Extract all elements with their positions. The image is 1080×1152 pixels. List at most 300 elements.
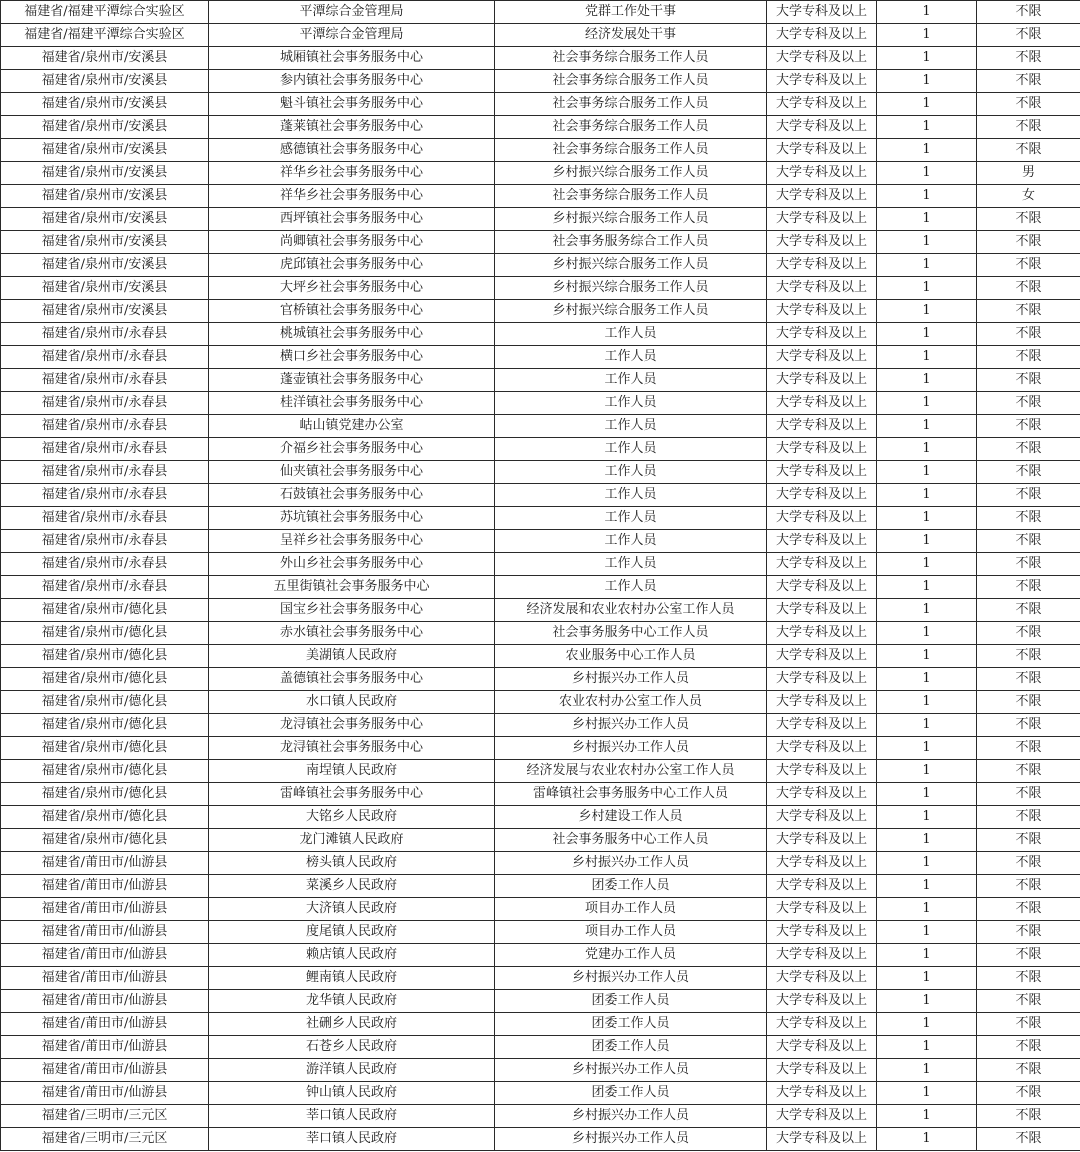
education-cell: 大学专科及以上 <box>767 231 877 254</box>
gender-cell: 不限 <box>977 714 1080 737</box>
gender-cell: 女 <box>977 185 1080 208</box>
employer-cell: 尚卿镇社会事务服务中心 <box>209 231 495 254</box>
gender-cell: 不限 <box>977 783 1080 806</box>
employer-cell: 盖德镇社会事务服务中心 <box>209 668 495 691</box>
headcount-cell: 1 <box>877 47 977 70</box>
table-row <box>1 990 1080 1013</box>
position-cell: 乡村振兴综合服务工作人员 <box>495 162 767 185</box>
region-cell: 福建省/莆田市/仙游县 <box>1 875 209 898</box>
position-cell: 团委工作人员 <box>495 990 767 1013</box>
region-cell: 福建省/泉州市/德化县 <box>1 714 209 737</box>
region-cell: 福建省/莆田市/仙游县 <box>1 1059 209 1082</box>
position-cell: 团委工作人员 <box>495 875 767 898</box>
headcount-cell: 1 <box>877 760 977 783</box>
headcount-cell: 1 <box>877 691 977 714</box>
position-cell: 项目办工作人员 <box>495 898 767 921</box>
region-cell: 福建省/泉州市/德化县 <box>1 829 209 852</box>
region-cell: 福建省/莆田市/仙游县 <box>1 1036 209 1059</box>
headcount-cell: 1 <box>877 392 977 415</box>
region-cell: 福建省/泉州市/安溪县 <box>1 185 209 208</box>
gender-cell: 不限 <box>977 484 1080 507</box>
gender-cell: 不限 <box>977 208 1080 231</box>
employer-cell: 岵山镇党建办公室 <box>209 415 495 438</box>
headcount-cell: 1 <box>877 645 977 668</box>
education-cell: 大学专科及以上 <box>767 829 877 852</box>
education-cell: 大学专科及以上 <box>767 323 877 346</box>
employer-cell: 莘口镇人民政府 <box>209 1128 495 1151</box>
education-cell: 大学专科及以上 <box>767 438 877 461</box>
gender-cell: 不限 <box>977 1059 1080 1082</box>
education-cell: 大学专科及以上 <box>767 1036 877 1059</box>
table-row <box>1 461 1080 484</box>
headcount-cell: 1 <box>877 875 977 898</box>
headcount-cell: 1 <box>877 530 977 553</box>
gender-cell: 不限 <box>977 415 1080 438</box>
gender-cell: 不限 <box>977 507 1080 530</box>
region-cell: 福建省/泉州市/永春县 <box>1 415 209 438</box>
gender-cell: 不限 <box>977 116 1080 139</box>
gender-cell: 不限 <box>977 967 1080 990</box>
table-row <box>1 806 1080 829</box>
headcount-cell: 1 <box>877 714 977 737</box>
employer-cell: 水口镇人民政府 <box>209 691 495 714</box>
headcount-cell: 1 <box>877 1013 977 1036</box>
region-cell: 福建省/泉州市/安溪县 <box>1 300 209 323</box>
headcount-cell: 1 <box>877 415 977 438</box>
table-row <box>1 737 1080 760</box>
education-cell: 大学专科及以上 <box>767 484 877 507</box>
position-cell: 项目办工作人员 <box>495 921 767 944</box>
table-row <box>1 369 1080 392</box>
gender-cell: 不限 <box>977 829 1080 852</box>
position-cell: 工作人员 <box>495 553 767 576</box>
position-cell: 党群工作处干事 <box>495 1 767 24</box>
position-cell: 工作人员 <box>495 484 767 507</box>
position-cell: 工作人员 <box>495 461 767 484</box>
education-cell: 大学专科及以上 <box>767 70 877 93</box>
gender-cell: 不限 <box>977 530 1080 553</box>
education-cell: 大学专科及以上 <box>767 139 877 162</box>
table-row <box>1 829 1080 852</box>
gender-cell: 不限 <box>977 1013 1080 1036</box>
region-cell: 福建省/泉州市/德化县 <box>1 783 209 806</box>
education-cell: 大学专科及以上 <box>767 392 877 415</box>
education-cell: 大学专科及以上 <box>767 852 877 875</box>
employer-cell: 石鼓镇社会事务服务中心 <box>209 484 495 507</box>
gender-cell: 不限 <box>977 875 1080 898</box>
table-row <box>1 691 1080 714</box>
position-cell: 乡村振兴综合服务工作人员 <box>495 208 767 231</box>
education-cell: 大学专科及以上 <box>767 47 877 70</box>
region-cell: 福建省/福建平潭综合实验区 <box>1 24 209 47</box>
employer-cell: 莘口镇人民政府 <box>209 1105 495 1128</box>
employer-cell: 钟山镇人民政府 <box>209 1082 495 1105</box>
region-cell: 福建省/莆田市/仙游县 <box>1 990 209 1013</box>
position-cell: 工作人员 <box>495 323 767 346</box>
headcount-cell: 1 <box>877 346 977 369</box>
table-row <box>1 1128 1080 1151</box>
education-cell: 大学专科及以上 <box>767 277 877 300</box>
gender-cell: 不限 <box>977 622 1080 645</box>
table-row <box>1 208 1080 231</box>
headcount-cell: 1 <box>877 1128 977 1151</box>
education-cell: 大学专科及以上 <box>767 760 877 783</box>
education-cell: 大学专科及以上 <box>767 530 877 553</box>
gender-cell: 不限 <box>977 369 1080 392</box>
table-row <box>1 438 1080 461</box>
education-cell: 大学专科及以上 <box>767 254 877 277</box>
employer-cell: 外山乡社会事务服务中心 <box>209 553 495 576</box>
education-cell: 大学专科及以上 <box>767 162 877 185</box>
education-cell: 大学专科及以上 <box>767 691 877 714</box>
education-cell: 大学专科及以上 <box>767 553 877 576</box>
position-cell: 乡村振兴综合服务工作人员 <box>495 277 767 300</box>
gender-cell: 不限 <box>977 300 1080 323</box>
employer-cell: 介福乡社会事务服务中心 <box>209 438 495 461</box>
region-cell: 福建省/莆田市/仙游县 <box>1 921 209 944</box>
table-row <box>1 24 1080 47</box>
employer-cell: 鲤南镇人民政府 <box>209 967 495 990</box>
position-cell: 社会事务服务中心工作人员 <box>495 829 767 852</box>
gender-cell: 不限 <box>977 93 1080 116</box>
region-cell: 福建省/泉州市/永春县 <box>1 576 209 599</box>
region-cell: 福建省/泉州市/德化县 <box>1 806 209 829</box>
table-row <box>1 1082 1080 1105</box>
headcount-cell: 1 <box>877 829 977 852</box>
table-row <box>1 967 1080 990</box>
table-row <box>1 852 1080 875</box>
education-cell: 大学专科及以上 <box>767 645 877 668</box>
headcount-cell: 1 <box>877 70 977 93</box>
headcount-cell: 1 <box>877 921 977 944</box>
education-cell: 大学专科及以上 <box>767 24 877 47</box>
region-cell: 福建省/泉州市/永春县 <box>1 323 209 346</box>
gender-cell: 不限 <box>977 70 1080 93</box>
gender-cell: 不限 <box>977 691 1080 714</box>
table-row <box>1 277 1080 300</box>
headcount-cell: 1 <box>877 484 977 507</box>
table-row <box>1 231 1080 254</box>
region-cell: 福建省/泉州市/德化县 <box>1 599 209 622</box>
position-cell: 工作人员 <box>495 438 767 461</box>
position-cell: 工作人员 <box>495 507 767 530</box>
table-row <box>1 1 1080 24</box>
region-cell: 福建省/泉州市/安溪县 <box>1 47 209 70</box>
position-cell: 乡村振兴综合服务工作人员 <box>495 254 767 277</box>
education-cell: 大学专科及以上 <box>767 944 877 967</box>
position-cell: 乡村振兴办工作人员 <box>495 967 767 990</box>
region-cell: 福建省/莆田市/仙游县 <box>1 944 209 967</box>
education-cell: 大学专科及以上 <box>767 415 877 438</box>
employer-cell: 蓬莱镇社会事务服务中心 <box>209 116 495 139</box>
region-cell: 福建省/泉州市/德化县 <box>1 645 209 668</box>
region-cell: 福建省/泉州市/永春县 <box>1 507 209 530</box>
gender-cell: 不限 <box>977 438 1080 461</box>
gender-cell: 不限 <box>977 737 1080 760</box>
region-cell: 福建省/泉州市/永春县 <box>1 369 209 392</box>
position-cell: 乡村振兴办工作人员 <box>495 668 767 691</box>
gender-cell: 不限 <box>977 944 1080 967</box>
headcount-cell: 1 <box>877 622 977 645</box>
gender-cell: 不限 <box>977 277 1080 300</box>
education-cell: 大学专科及以上 <box>767 622 877 645</box>
gender-cell: 不限 <box>977 24 1080 47</box>
position-cell: 乡村振兴综合服务工作人员 <box>495 300 767 323</box>
education-cell: 大学专科及以上 <box>767 898 877 921</box>
region-cell: 福建省/泉州市/安溪县 <box>1 162 209 185</box>
table-row <box>1 1105 1080 1128</box>
education-cell: 大学专科及以上 <box>767 875 877 898</box>
position-cell: 社会事务综合服务工作人员 <box>495 47 767 70</box>
region-cell: 福建省/泉州市/安溪县 <box>1 277 209 300</box>
employer-cell: 平潭综合金管理局 <box>209 24 495 47</box>
employer-cell: 魁斗镇社会事务服务中心 <box>209 93 495 116</box>
employer-cell: 感德镇社会事务服务中心 <box>209 139 495 162</box>
education-cell: 大学专科及以上 <box>767 967 877 990</box>
headcount-cell: 1 <box>877 185 977 208</box>
gender-cell: 不限 <box>977 231 1080 254</box>
region-cell: 福建省/泉州市/德化县 <box>1 760 209 783</box>
employer-cell: 桂洋镇社会事务服务中心 <box>209 392 495 415</box>
headcount-cell: 1 <box>877 116 977 139</box>
table-row <box>1 1013 1080 1036</box>
position-cell: 乡村振兴办工作人员 <box>495 737 767 760</box>
education-cell: 大学专科及以上 <box>767 806 877 829</box>
region-cell: 福建省/泉州市/永春县 <box>1 484 209 507</box>
table-row <box>1 507 1080 530</box>
gender-cell: 不限 <box>977 1 1080 24</box>
region-cell: 福建省/泉州市/安溪县 <box>1 93 209 116</box>
table-row <box>1 300 1080 323</box>
employer-cell: 参内镇社会事务服务中心 <box>209 70 495 93</box>
position-cell: 工作人员 <box>495 392 767 415</box>
employer-cell: 大坪乡社会事务服务中心 <box>209 277 495 300</box>
headcount-cell: 1 <box>877 461 977 484</box>
table-row <box>1 921 1080 944</box>
headcount-cell: 1 <box>877 139 977 162</box>
headcount-cell: 1 <box>877 990 977 1013</box>
employer-cell: 祥华乡社会事务服务中心 <box>209 185 495 208</box>
position-cell: 党建办工作人员 <box>495 944 767 967</box>
table-row <box>1 875 1080 898</box>
education-cell: 大学专科及以上 <box>767 369 877 392</box>
headcount-cell: 1 <box>877 898 977 921</box>
region-cell: 福建省/泉州市/安溪县 <box>1 139 209 162</box>
region-cell: 福建省/泉州市/德化县 <box>1 668 209 691</box>
region-cell: 福建省/泉州市/永春县 <box>1 530 209 553</box>
table-row <box>1 760 1080 783</box>
table-row <box>1 415 1080 438</box>
gender-cell: 不限 <box>977 898 1080 921</box>
education-cell: 大学专科及以上 <box>767 599 877 622</box>
employer-cell: 南埕镇人民政府 <box>209 760 495 783</box>
employer-cell: 西坪镇社会事务服务中心 <box>209 208 495 231</box>
education-cell: 大学专科及以上 <box>767 737 877 760</box>
employer-cell: 度尾镇人民政府 <box>209 921 495 944</box>
region-cell: 福建省/莆田市/仙游县 <box>1 967 209 990</box>
position-cell: 社会事务服务中心工作人员 <box>495 622 767 645</box>
gender-cell: 不限 <box>977 1128 1080 1151</box>
region-cell: 福建省/泉州市/安溪县 <box>1 70 209 93</box>
region-cell: 福建省/泉州市/永春县 <box>1 392 209 415</box>
gender-cell: 男 <box>977 162 1080 185</box>
employer-cell: 雷峰镇社会事务服务中心 <box>209 783 495 806</box>
gender-cell: 不限 <box>977 139 1080 162</box>
employer-cell: 国宝乡社会事务服务中心 <box>209 599 495 622</box>
gender-cell: 不限 <box>977 668 1080 691</box>
employer-cell: 龙门滩镇人民政府 <box>209 829 495 852</box>
employer-cell: 平潭综合金管理局 <box>209 1 495 24</box>
education-cell: 大学专科及以上 <box>767 1105 877 1128</box>
table-row <box>1 93 1080 116</box>
region-cell: 福建省/莆田市/仙游县 <box>1 1013 209 1036</box>
gender-cell: 不限 <box>977 990 1080 1013</box>
employer-cell: 虎邱镇社会事务服务中心 <box>209 254 495 277</box>
employer-cell: 龙浔镇社会事务服务中心 <box>209 714 495 737</box>
headcount-cell: 1 <box>877 806 977 829</box>
table-row <box>1 622 1080 645</box>
position-cell: 社会事务综合服务工作人员 <box>495 185 767 208</box>
table-row <box>1 530 1080 553</box>
table-row <box>1 47 1080 70</box>
education-cell: 大学专科及以上 <box>767 1 877 24</box>
employer-cell: 苏坑镇社会事务服务中心 <box>209 507 495 530</box>
employer-cell: 官桥镇社会事务服务中心 <box>209 300 495 323</box>
table-row <box>1 1036 1080 1059</box>
education-cell: 大学专科及以上 <box>767 921 877 944</box>
table-row <box>1 139 1080 162</box>
table-row <box>1 576 1080 599</box>
table-row <box>1 645 1080 668</box>
headcount-cell: 1 <box>877 254 977 277</box>
education-cell: 大学专科及以上 <box>767 116 877 139</box>
position-cell: 社会事务服务综合工作人员 <box>495 231 767 254</box>
education-cell: 大学专科及以上 <box>767 208 877 231</box>
position-cell: 乡村振兴办工作人员 <box>495 714 767 737</box>
education-cell: 大学专科及以上 <box>767 714 877 737</box>
headcount-cell: 1 <box>877 944 977 967</box>
position-cell: 社会事务综合服务工作人员 <box>495 93 767 116</box>
positions-table-body <box>1 1 1080 1151</box>
position-cell: 乡村振兴办工作人员 <box>495 1128 767 1151</box>
gender-cell: 不限 <box>977 323 1080 346</box>
position-cell: 农业服务中心工作人员 <box>495 645 767 668</box>
education-cell: 大学专科及以上 <box>767 461 877 484</box>
table-row <box>1 783 1080 806</box>
employer-cell: 赤水镇社会事务服务中心 <box>209 622 495 645</box>
position-cell: 社会事务综合服务工作人员 <box>495 139 767 162</box>
headcount-cell: 1 <box>877 277 977 300</box>
headcount-cell: 1 <box>877 323 977 346</box>
headcount-cell: 1 <box>877 668 977 691</box>
employer-cell: 城厢镇社会事务服务中心 <box>209 47 495 70</box>
education-cell: 大学专科及以上 <box>767 1082 877 1105</box>
position-cell: 雷峰镇社会事务服务中心工作人员 <box>495 783 767 806</box>
position-cell: 社会事务综合服务工作人员 <box>495 70 767 93</box>
gender-cell: 不限 <box>977 760 1080 783</box>
employer-cell: 游洋镇人民政府 <box>209 1059 495 1082</box>
gender-cell: 不限 <box>977 576 1080 599</box>
gender-cell: 不限 <box>977 392 1080 415</box>
position-cell: 工作人员 <box>495 346 767 369</box>
education-cell: 大学专科及以上 <box>767 93 877 116</box>
table-row <box>1 346 1080 369</box>
region-cell: 福建省/泉州市/德化县 <box>1 622 209 645</box>
headcount-cell: 1 <box>877 1059 977 1082</box>
region-cell: 福建省/三明市/三元区 <box>1 1105 209 1128</box>
headcount-cell: 1 <box>877 438 977 461</box>
employer-cell: 榜头镇人民政府 <box>209 852 495 875</box>
employer-cell: 仙夹镇社会事务服务中心 <box>209 461 495 484</box>
position-cell: 经济发展和农业农村办公室工作人员 <box>495 599 767 622</box>
gender-cell: 不限 <box>977 1082 1080 1105</box>
employer-cell: 大铭乡人民政府 <box>209 806 495 829</box>
region-cell: 福建省/泉州市/永春县 <box>1 346 209 369</box>
position-cell: 工作人员 <box>495 576 767 599</box>
headcount-cell: 1 <box>877 24 977 47</box>
region-cell: 福建省/泉州市/永春县 <box>1 461 209 484</box>
employer-cell: 社硎乡人民政府 <box>209 1013 495 1036</box>
gender-cell: 不限 <box>977 346 1080 369</box>
headcount-cell: 1 <box>877 507 977 530</box>
position-cell: 乡村振兴办工作人员 <box>495 1105 767 1128</box>
position-cell: 经济发展处干事 <box>495 24 767 47</box>
headcount-cell: 1 <box>877 369 977 392</box>
headcount-cell: 1 <box>877 599 977 622</box>
region-cell: 福建省/莆田市/仙游县 <box>1 1082 209 1105</box>
employer-cell: 五里街镇社会事务服务中心 <box>209 576 495 599</box>
position-cell: 工作人员 <box>495 415 767 438</box>
table-row <box>1 668 1080 691</box>
gender-cell: 不限 <box>977 1036 1080 1059</box>
employer-cell: 美湖镇人民政府 <box>209 645 495 668</box>
education-cell: 大学专科及以上 <box>767 783 877 806</box>
headcount-cell: 1 <box>877 576 977 599</box>
gender-cell: 不限 <box>977 47 1080 70</box>
employer-cell: 桃城镇社会事务服务中心 <box>209 323 495 346</box>
region-cell: 福建省/泉州市/安溪县 <box>1 231 209 254</box>
employer-cell: 呈祥乡社会事务服务中心 <box>209 530 495 553</box>
table-row <box>1 1059 1080 1082</box>
employer-cell: 菜溪乡人民政府 <box>209 875 495 898</box>
headcount-cell: 1 <box>877 967 977 990</box>
table-row <box>1 484 1080 507</box>
position-cell: 经济发展与农业农村办公室工作人员 <box>495 760 767 783</box>
region-cell: 福建省/泉州市/德化县 <box>1 737 209 760</box>
education-cell: 大学专科及以上 <box>767 300 877 323</box>
table-row <box>1 553 1080 576</box>
region-cell: 福建省/莆田市/仙游县 <box>1 852 209 875</box>
position-cell: 团委工作人员 <box>495 1082 767 1105</box>
region-cell: 福建省/泉州市/安溪县 <box>1 254 209 277</box>
position-cell: 社会事务综合服务工作人员 <box>495 116 767 139</box>
position-cell: 工作人员 <box>495 369 767 392</box>
headcount-cell: 1 <box>877 1 977 24</box>
employer-cell: 赖店镇人民政府 <box>209 944 495 967</box>
employer-cell: 蓬壶镇社会事务服务中心 <box>209 369 495 392</box>
headcount-cell: 1 <box>877 162 977 185</box>
gender-cell: 不限 <box>977 254 1080 277</box>
table-row <box>1 162 1080 185</box>
region-cell: 福建省/泉州市/安溪县 <box>1 116 209 139</box>
table-row <box>1 714 1080 737</box>
gender-cell: 不限 <box>977 461 1080 484</box>
headcount-cell: 1 <box>877 1036 977 1059</box>
position-cell: 团委工作人员 <box>495 1013 767 1036</box>
region-cell: 福建省/泉州市/永春县 <box>1 553 209 576</box>
headcount-cell: 1 <box>877 1082 977 1105</box>
gender-cell: 不限 <box>977 553 1080 576</box>
